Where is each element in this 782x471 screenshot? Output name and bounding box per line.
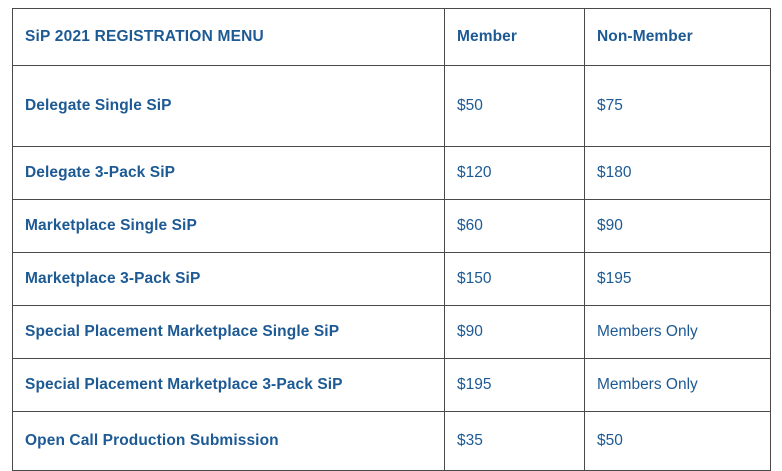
row-nonmember-price: Members Only: [585, 359, 771, 412]
row-nonmember-price: $195: [585, 253, 771, 306]
registration-price-table: [12, 8, 771, 471]
column-header-member: Member: [445, 9, 585, 66]
row-member-price: $120: [445, 147, 585, 200]
row-member-price: $35: [445, 412, 585, 471]
table-row: [13, 412, 771, 471]
row-member-price: $195: [445, 359, 585, 412]
row-member-price: $90: [445, 306, 585, 359]
row-nonmember-price: $50: [585, 412, 771, 471]
row-member-price: $60: [445, 200, 585, 253]
row-item-label: Special Placement Marketplace 3-Pack SiP: [13, 359, 445, 412]
row-member-price: $150: [445, 253, 585, 306]
table-row: [13, 147, 771, 200]
table-body: [13, 66, 771, 471]
row-nonmember-price: $90: [585, 200, 771, 253]
row-item-label: Delegate Single SiP: [13, 66, 445, 147]
row-nonmember-price: Members Only: [585, 306, 771, 359]
table-row: [13, 200, 771, 253]
row-item-label: Special Placement Marketplace Single SiP: [13, 306, 445, 359]
table-row: [13, 253, 771, 306]
table-row: [13, 359, 771, 412]
row-item-label: Delegate 3-Pack SiP: [13, 147, 445, 200]
row-nonmember-price: $180: [585, 147, 771, 200]
table-header: [13, 9, 771, 66]
row-item-label: Marketplace Single SiP: [13, 200, 445, 253]
column-header-menu: SiP 2021 REGISTRATION MENU: [13, 9, 445, 66]
row-item-label: Marketplace 3-Pack SiP: [13, 253, 445, 306]
table-header-row: [13, 9, 771, 66]
table-row: [13, 306, 771, 359]
row-nonmember-price: $75: [585, 66, 771, 147]
column-header-nonmember: Non-Member: [585, 9, 771, 66]
row-item-label: Open Call Production Submission: [13, 412, 445, 471]
row-member-price: $50: [445, 66, 585, 147]
table-row: [13, 66, 771, 147]
